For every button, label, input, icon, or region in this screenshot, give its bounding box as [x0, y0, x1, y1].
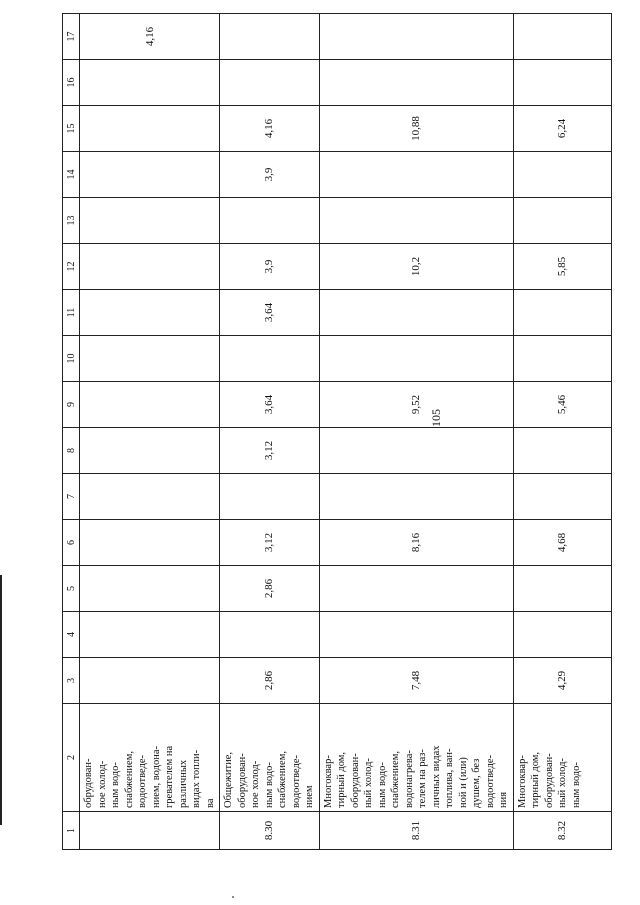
value-cell — [80, 152, 220, 198]
column-header: 4 — [63, 612, 80, 658]
value-cell — [80, 382, 220, 428]
column-header: 12 — [63, 244, 80, 290]
value-cell — [80, 60, 220, 106]
value-cell: 6,24 — [513, 106, 611, 152]
value-cell — [513, 612, 611, 658]
column-header: 16 — [63, 60, 80, 106]
value-cell: 3,64 — [220, 290, 320, 336]
value-cell — [319, 290, 513, 336]
value-cell — [220, 336, 320, 382]
table-row — [513, 14, 611, 850]
value-cell: 8,16 — [319, 520, 513, 566]
value-cell — [80, 336, 220, 382]
value-cell — [80, 106, 220, 152]
value-cell — [513, 428, 611, 474]
housing-type-cell: Многоквар- тирный дом, оборудован- ный холод- ным водо- снабжением, водонагрева- телем на раз- личных видах топлива, ван- ной и (или) душем, без водоотведе- ния — [319, 704, 513, 812]
value-cell — [513, 14, 611, 60]
column-header: 11 — [63, 290, 80, 336]
value-cell — [513, 60, 611, 106]
column-header: 2 — [63, 704, 80, 812]
column-header: 1 — [63, 812, 80, 850]
tariff-table-rotated — [62, 26, 582, 850]
housing-type-cell: Многоквар- тирный дом, оборудован- ный холод- ным водо- — [513, 704, 611, 812]
binding-edge — [0, 575, 2, 825]
value-cell: 10,2 — [319, 244, 513, 290]
value-cell: 3,64 — [220, 382, 320, 428]
value-cell — [80, 198, 220, 244]
value-cell — [319, 198, 513, 244]
value-cell: 4,68 — [513, 520, 611, 566]
value-cell — [319, 474, 513, 520]
value-cell — [220, 60, 320, 106]
value-cell — [220, 612, 320, 658]
value-cell: 7,48 — [319, 658, 513, 704]
value-cell — [319, 612, 513, 658]
value-cell — [319, 152, 513, 198]
value-cell: 5,85 — [513, 244, 611, 290]
value-cell — [80, 520, 220, 566]
housing-type-cell: обрудован- ное холод- ным водо- снабжением, водоотведе- нием, водона- гревателем на различных видах топли- ва — [80, 704, 220, 812]
page-number: 105 — [429, 409, 443, 427]
column-header: 6 — [63, 520, 80, 566]
value-cell: 10,88 — [319, 106, 513, 152]
column-header: 9 — [63, 382, 80, 428]
column-header: 3 — [63, 658, 80, 704]
value-cell: 4,16 — [220, 106, 320, 152]
row-number-cell: 8.30 — [220, 812, 320, 850]
table-row — [220, 14, 320, 850]
value-cell — [513, 290, 611, 336]
value-cell — [319, 566, 513, 612]
column-header: 14 — [63, 152, 80, 198]
value-cell: 3,9 — [220, 244, 320, 290]
value-cell: 3,12 — [220, 428, 320, 474]
value-cell — [513, 566, 611, 612]
table-row — [319, 14, 513, 850]
value-cell — [513, 336, 611, 382]
column-header: 15 — [63, 106, 80, 152]
value-cell: 2,86 — [220, 566, 320, 612]
value-cell — [513, 474, 611, 520]
row-number-cell: 8.32 — [513, 812, 611, 850]
value-cell — [80, 428, 220, 474]
value-cell — [319, 14, 513, 60]
row-number-cell: 8.31 — [319, 812, 513, 850]
column-header: 17 — [63, 14, 80, 60]
column-header: 10 — [63, 336, 80, 382]
value-cell — [513, 152, 611, 198]
value-cell — [319, 428, 513, 474]
scan-speck — [232, 896, 234, 898]
value-cell — [80, 566, 220, 612]
value-cell — [220, 474, 320, 520]
value-cell — [80, 612, 220, 658]
table-body — [63, 14, 612, 850]
value-cell: 5,46 — [513, 382, 611, 428]
column-header: 5 — [63, 566, 80, 612]
value-cell: 4,16 — [80, 14, 220, 60]
row-number-cell — [80, 812, 220, 850]
value-cell: 2,86 — [220, 658, 320, 704]
norms-table — [62, 13, 612, 850]
value-cell: 3,9 — [220, 152, 320, 198]
header-row — [63, 14, 80, 850]
column-header: 8 — [63, 428, 80, 474]
value-cell — [319, 60, 513, 106]
value-cell — [80, 244, 220, 290]
value-cell: 4,29 — [513, 658, 611, 704]
value-cell: 9,52 — [319, 382, 513, 428]
value-cell — [319, 336, 513, 382]
value-cell — [80, 290, 220, 336]
housing-type-cell: Общежитие, оборудован- ное холод- ным водо- снабжением, водоотведе- нием — [220, 704, 320, 812]
column-header: 13 — [63, 198, 80, 244]
column-header: 7 — [63, 474, 80, 520]
value-cell — [220, 198, 320, 244]
value-cell — [80, 658, 220, 704]
value-cell — [513, 198, 611, 244]
value-cell — [80, 474, 220, 520]
value-cell: 3,12 — [220, 520, 320, 566]
table-row — [80, 14, 220, 850]
value-cell — [220, 14, 320, 60]
